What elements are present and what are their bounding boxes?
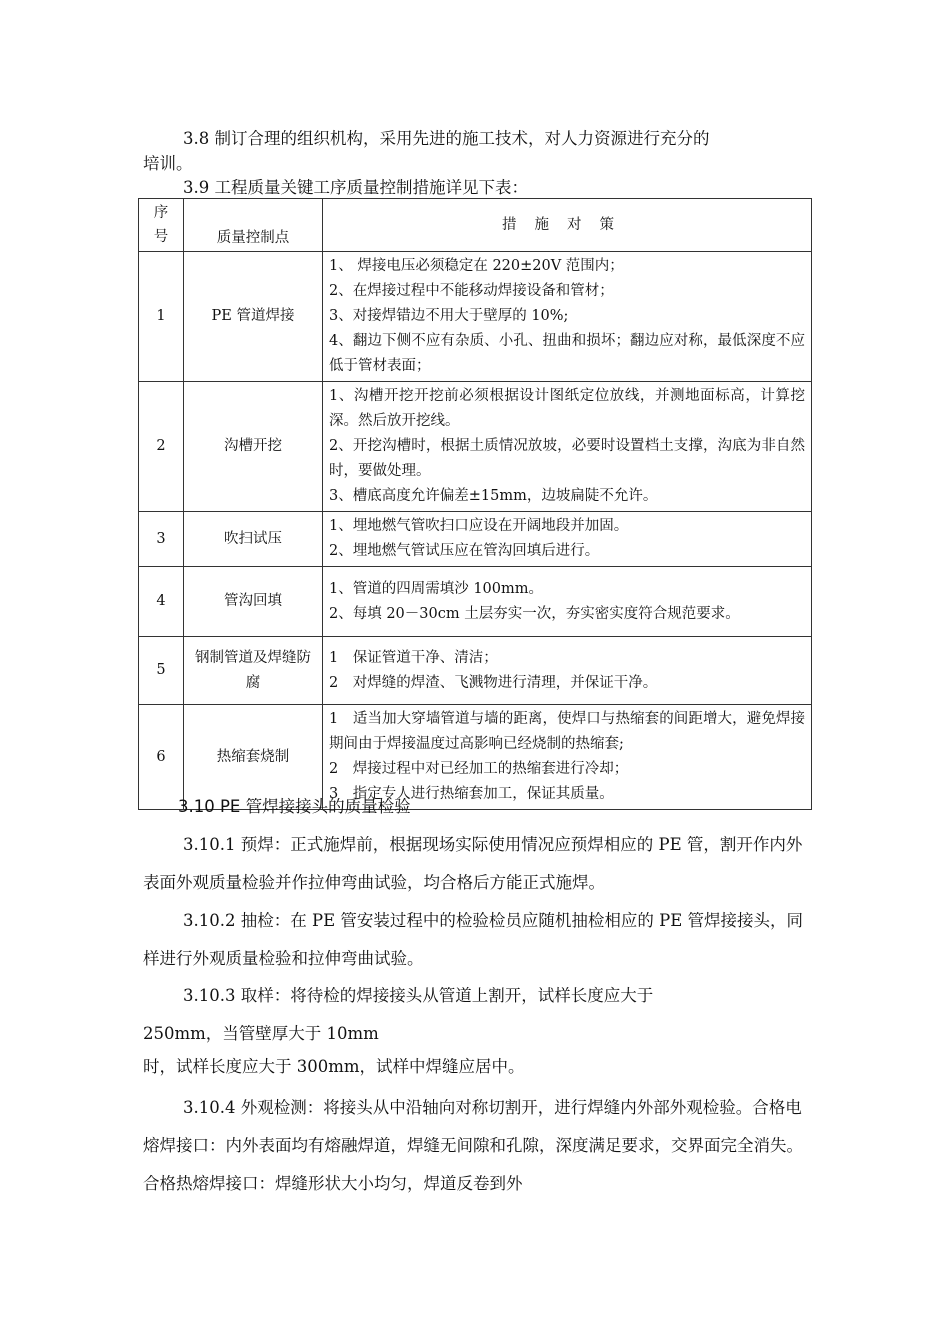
table-header-row xyxy=(139,199,812,252)
measure-line: 1、管道的四周需填沙 100mm。 xyxy=(329,580,544,597)
measure-line: 2 对焊缝的焊渣、飞溅物进行清理，并保证干净。 xyxy=(329,674,658,691)
row-point: 吹扫试压 xyxy=(184,512,323,567)
paragraph-3-8-cont xyxy=(143,150,809,177)
measure-line: 3 指定专人进行热缩套加工，保证其质量。 xyxy=(329,786,614,802)
table-row xyxy=(139,637,812,705)
row-num: 4 xyxy=(139,567,184,637)
row-point: PE 管道焊接 xyxy=(184,252,323,382)
header-num xyxy=(139,199,184,252)
paragraph-3-10-3-line3: 时，试样长度应大于 300mm，试样中焊缝应居中。 xyxy=(143,1057,525,1076)
paragraph-3-9 xyxy=(143,174,809,201)
header-point: 质量控制点 xyxy=(184,199,323,252)
paragraph-3-10-3-line1: 3.10.3 取样：将待检的焊接接头从管道上割开，试样长度应大于 xyxy=(183,986,654,1005)
measure-line: 4、翻边下侧不应有杂质、小孔、扭曲和损坏；翻边应对称，最低深度不应低于管材表面； xyxy=(329,333,805,374)
measure-line: 1、埋地燃气管吹扫口应设在开阔地段并加固。 xyxy=(329,518,629,534)
paragraph-3-10-2: 3.10.2 抽检：在 PE 管安装过程中的检验检员应随机抽检相应的 PE 管焊接接头，同样进行外观质量检验和拉伸弯曲试验。 xyxy=(143,911,803,968)
measure-line: 1 保证管道干净、清洁； xyxy=(329,649,498,666)
paragraph-3-10-1: 3.10.1 预焊：正式施焊前，根据现场实际使用情况应预焊相应的 PE 管，割开作内外表面外观质量检验并作拉伸弯曲试验，均合格后方能正式施焊。 xyxy=(143,835,803,892)
row-measures xyxy=(323,512,812,567)
paragraph-3-9-text: 3.9 工程质量关键工序质量控制措施详见下表： xyxy=(183,178,528,197)
measure-line: 3、对接焊错边不用大于壁厚的 10%; xyxy=(329,308,569,324)
row-measures xyxy=(323,252,812,382)
measure-line: 2 焊接过程中对已经加工的热缩套进行冷却； xyxy=(329,761,629,777)
row-num: 2 xyxy=(139,382,184,512)
measure-line: 1、 焊接电压必须稳定在 220±20V 范围内； xyxy=(329,258,624,274)
table-row xyxy=(139,512,812,567)
measure-line: 3、槽底高度允许偏差±15mm，边坡扁陡不允许。 xyxy=(329,488,658,504)
measure-line: 2、在焊接过程中不能移动焊接设备和管材； xyxy=(329,283,614,299)
header-num-line2: 号 xyxy=(153,229,169,245)
row-point: 管沟回填 xyxy=(184,567,323,637)
measure-line: 1、沟槽开挖开挖前必须根据设计图纸定位放线，并测地面标高，计算挖深。然后放开挖线。 xyxy=(329,388,805,429)
row-point: 热缩套烧制 xyxy=(184,705,323,810)
paragraph-3-8-line2: 培训。 xyxy=(143,154,193,173)
measure-line: 2、开挖沟槽时，根据土质情况放坡，必要时设置档土支撑，沟底为非自然时，要做处理。 xyxy=(329,438,805,479)
row-measures xyxy=(323,637,812,705)
row-point: 沟槽开挖 xyxy=(184,382,323,512)
table-row xyxy=(139,567,812,637)
header-measures-text: 措施对策 xyxy=(502,216,632,233)
measure-line: 1 适当加大穿墙管道与墙的距离，使焊口与热缩套的间距增大，避免焊接期间由于焊接温度过高影响已经烧制的热缩套; xyxy=(329,711,805,752)
measure-line: 2、埋地燃气管试压应在管沟回填后进行。 xyxy=(329,543,600,559)
paragraph-3-10-3-line2: 250mm，当管壁厚大于 10mm xyxy=(143,1024,379,1043)
table-row xyxy=(139,382,812,512)
measure-line: 2、每填 20－30cm 土层夯实一次，夯实密实度符合规范要求。 xyxy=(329,605,740,622)
paragraph-3-10-4: 3.10.4 外观检测：将接头从中沿轴向对称切割开，进行焊缝内外部外观检验。合格电熔焊接口：内外表面均有熔融焊道，焊缝无间隙和孔隙，深度满足要求，交界面完全消失。合格热熔焊接口：焊缝形状大小均匀，焊道反卷到外 xyxy=(143,1098,803,1193)
row-point: 钢制管道及焊缝防腐 xyxy=(184,637,323,705)
table-row xyxy=(139,252,812,382)
paragraph-3-8-line1: 3.8 制订合理的组织机构，采用先进的施工技术，对人力资源进行充分的 xyxy=(183,129,710,148)
quality-control-table xyxy=(138,198,812,810)
row-measures xyxy=(323,567,812,637)
section-3-10-heading: 3.10 PE 管焊接接头的质量检验 xyxy=(178,797,411,816)
row-num: 6 xyxy=(139,705,184,810)
row-num: 3 xyxy=(139,512,184,567)
row-measures xyxy=(323,382,812,512)
row-num: 1 xyxy=(139,252,184,382)
header-measures xyxy=(323,199,812,252)
paragraph-3-8 xyxy=(143,125,809,152)
row-num: 5 xyxy=(139,637,184,705)
header-num-line1: 序 xyxy=(153,205,169,221)
